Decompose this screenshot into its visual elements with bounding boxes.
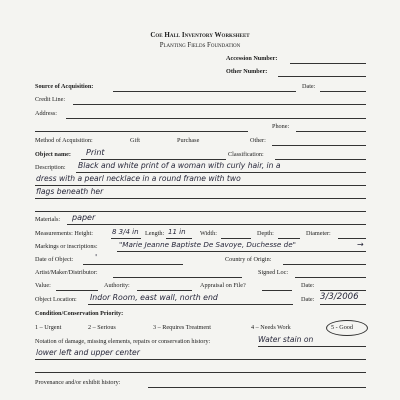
markings-line [117, 251, 366, 252]
authority-line [137, 290, 192, 291]
address-line-1 [66, 118, 366, 119]
classification-label: Classification: [228, 151, 264, 158]
artist-label: Artist/Maker/Distributor: [35, 269, 98, 276]
accession-number-line [290, 63, 366, 64]
phone-line [296, 131, 366, 132]
condition-heading: Condition/Conservation Priority: [35, 310, 124, 317]
priority-requires-treatment: 3 – Requires Treatment [153, 324, 211, 331]
date-of-object-value: ' [95, 253, 98, 262]
artist-line [113, 277, 242, 278]
signed-loc-line [295, 277, 366, 278]
other-option-line [272, 145, 366, 146]
accession-number-label: Accession Number: [226, 55, 278, 62]
worksheet-title: Coe Hall Inventory Worksheet [150, 31, 250, 39]
date-of-object-line [83, 264, 183, 265]
priority-serious: 2 – Serious [88, 324, 116, 331]
notation-label: Notation of damage, missing elements, repairs or conservation history: [35, 338, 211, 345]
description-line-4 [35, 211, 366, 212]
address-label: Address: [35, 110, 57, 117]
description-text-3: flags beneath her [36, 187, 104, 196]
value-line [56, 290, 98, 291]
location-date-label: Date: [301, 296, 315, 303]
materials-value: paper [72, 213, 96, 222]
provenance-line [148, 387, 366, 388]
purchase-option: Purchase [177, 137, 200, 144]
priority-needs-work: 4 – Needs Work [251, 324, 291, 331]
materials-line [67, 224, 366, 225]
description-line-1 [76, 172, 366, 173]
method-label: Method of Acquisition: [35, 137, 93, 144]
markings-value: "Marie Jeanne Baptiste De Savoye, Duchesse de" [119, 240, 296, 249]
materials-label: Materials: [35, 216, 61, 223]
notation-line-1 [258, 346, 366, 347]
classification-line [275, 159, 366, 160]
object-location-line [88, 304, 293, 305]
worksheet-subtitle: Planting Fields Foundation [159, 42, 241, 49]
depth-label: Depth: [257, 230, 274, 237]
description-text-1: Black and white print of a woman with curly hair, in a [78, 161, 281, 170]
object-name-value: Print [86, 148, 105, 157]
width-label: Width: [200, 230, 217, 237]
object-location-value: Indor Room, east wall, north end [90, 293, 218, 302]
authority-label: Authority: [104, 282, 130, 289]
diameter-line [338, 238, 366, 239]
height-line [111, 238, 141, 239]
source-of-acquisition-label: Source of Acquisition: [35, 83, 94, 90]
location-date-line [320, 304, 366, 305]
priority-urgent: 1 – Urgent [35, 324, 62, 331]
arrow-icon: → [357, 240, 364, 249]
notation-text-1: Water stain on [258, 335, 314, 344]
other-number-label: Other Number: [226, 68, 268, 75]
country-line [283, 264, 366, 265]
address-line-2 [35, 131, 248, 132]
height-value: 8 3/4 in [112, 228, 139, 236]
appraisal-label: Appraisal on File? [200, 282, 246, 289]
object-name-label: Object name: [35, 151, 71, 158]
depth-line [278, 238, 300, 239]
notation-line-3 [35, 372, 366, 373]
appraisal-date-line [320, 290, 366, 291]
other-option-label: Other: [250, 137, 266, 144]
appraisal-date-label: Date: [301, 282, 315, 289]
width-line [221, 238, 251, 239]
location-date-value: 3/3/2006 [320, 292, 359, 302]
signed-loc-label: Signed Loc: [258, 269, 289, 276]
country-label: Country of Origin: [225, 256, 272, 263]
source-date-label: Date: [302, 83, 316, 90]
value-label: Value: [35, 282, 51, 289]
description-text-2: dress with a pearl necklace in a round frame with two [36, 174, 241, 183]
length-label: Length: [145, 230, 165, 237]
credit-line-line [73, 104, 366, 105]
provenance-label: Provenance and/or exhibit history: [35, 379, 121, 386]
length-line [166, 238, 192, 239]
description-line-3 [35, 198, 366, 199]
markings-label: Markings or inscriptions: [35, 243, 98, 250]
credit-line-label: Credit Line: [35, 96, 66, 103]
notation-text-2: lower left and upper center [36, 348, 140, 357]
appraisal-line [262, 290, 292, 291]
measurements-label: Measurements: Height: [35, 230, 93, 237]
length-value: 11 in [168, 228, 186, 236]
date-of-object-label: Date of Object: [35, 256, 74, 263]
priority-good: 5 - Good [331, 324, 353, 331]
object-location-label: Object Location: [35, 296, 77, 303]
description-line-2 [35, 185, 366, 186]
object-name-line [81, 159, 226, 160]
description-label: Description: [35, 164, 66, 171]
gift-option: Gift [130, 137, 140, 144]
other-number-line [278, 76, 366, 77]
notation-line-2 [35, 359, 366, 360]
diameter-label: Diameter: [306, 230, 331, 237]
source-date-line [320, 91, 366, 92]
phone-label: Phone: [272, 123, 290, 130]
source-of-acquisition-line [113, 91, 296, 92]
